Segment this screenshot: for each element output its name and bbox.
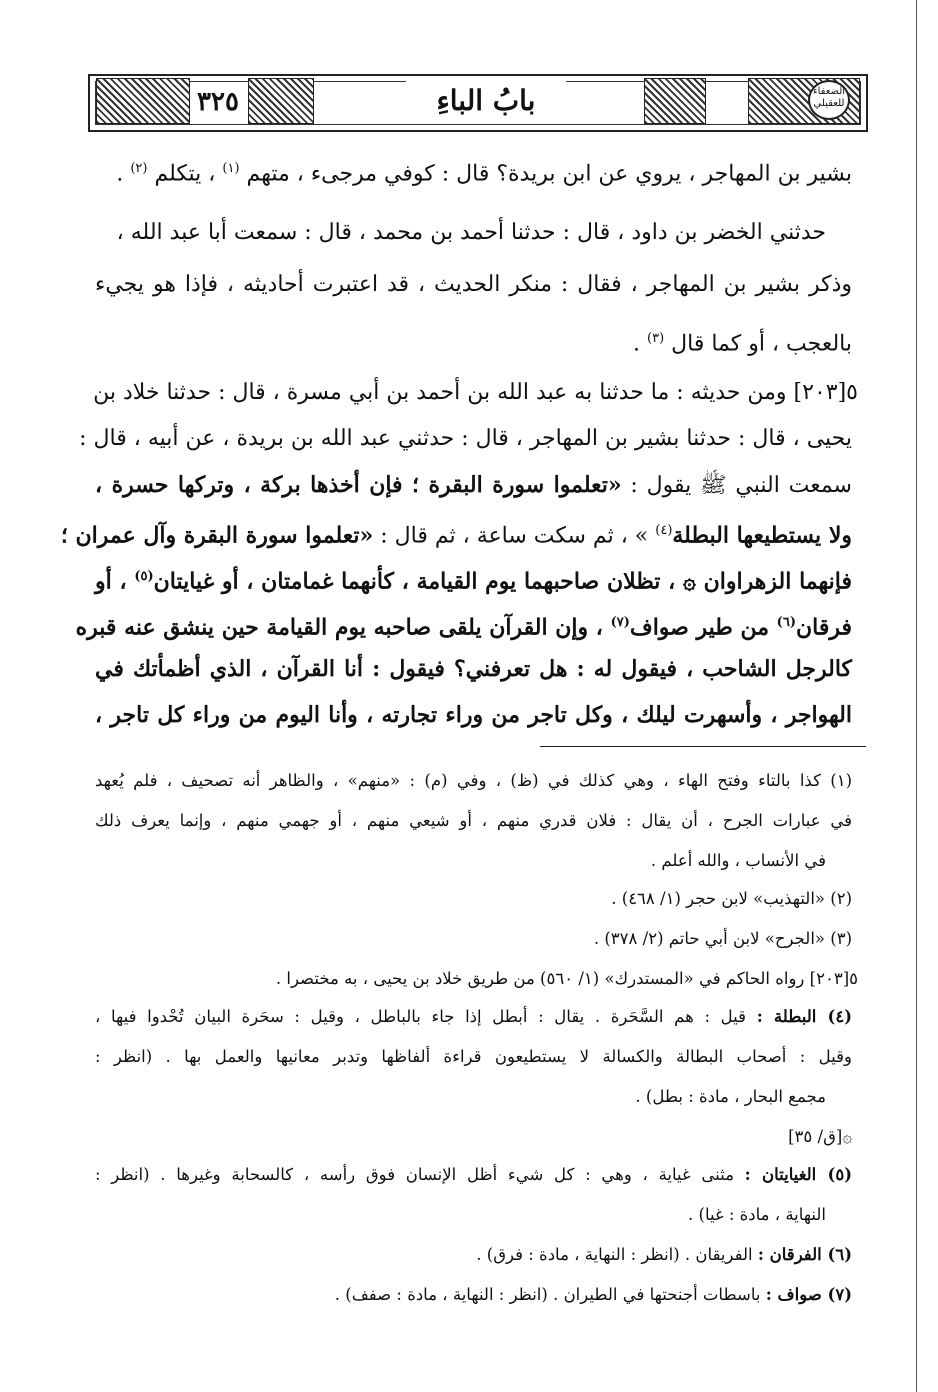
text-line-9 — [95, 560, 852, 598]
chapter-title: بابُ الباءِ — [406, 80, 566, 122]
text-line-6: يحيى ، قال : حدثنا بشير بن المهاجر ، قال : حدثني عبد الله بن بريدة ، عن أبيه ، قال : — [79, 426, 852, 451]
footnote-6-term: (٦) الفرقان : — [757, 1245, 852, 1264]
hadith-text-10-c: ، وإن القرآن يلقى صاحبه يوم القيامة حين ينشق عنه قبره — [75, 614, 603, 641]
hadith-text-8-c: «تعلموا سورة البقرة وآل عمران ؛ — [60, 522, 374, 549]
footnote-4-line-1 — [95, 1004, 852, 1030]
text-line-11: كالرجل الشاحب ، فيقول له : هل تعرفني؟ فيقول : أنا القرآن ، الذي أظمأتك في — [95, 656, 852, 682]
text-line-7-a: سمعت النبي ﷺ يقول : — [630, 473, 852, 498]
hadith-text-10-b: من طير صواف — [629, 614, 769, 641]
footnote-203: ٥[٢٠٣] رواه الحاكم في «المستدرك» (١/ ٥٦٠) من طريق خلاد بن يحيى ، به مختصرا . — [275, 969, 858, 988]
footnote-7-term: (٧) صواف : — [765, 1285, 852, 1304]
ornament-left-outer — [96, 78, 190, 124]
footnote-marker-3: (٣) — [647, 331, 665, 346]
hadith-text-7: «تعلموا سورة البقرة ؛ فإن أخذها بركة ، وتركها حسرة ، — [95, 472, 622, 498]
footnote-4-line-3: مجمع البحار ، مادة : بطل) . — [635, 1087, 826, 1106]
text-line-8-b: » ، ثم سكت ساعة ، ثم قال : — [380, 523, 649, 549]
footnote-6 — [476, 1242, 852, 1268]
footnote-4-text-1: قيل : هم السَّحَرة . يقال : أبطل إذا جاء بالباطل ، وقيل : سحَرة البيان تُحْدوا فيها ، — [95, 1007, 747, 1026]
text-line-1-b: ، يتكلم — [154, 161, 216, 187]
footnote-3: (٣) «الجرح» لابن أبي حاتم (٢/ ٣٧٨) . — [593, 929, 852, 948]
footnote-separator — [540, 746, 866, 747]
footnote-1-line-2: في عبارات الجرح ، أن يقال : فلان قدري منهم ، أو شيعي منهم ، أو جهمي منهم ، وإنما يعرف ذلك — [95, 811, 852, 830]
text-line-3: وذكر بشير بن المهاجر ، فقال : منكر الحديث ، قد اعتبرت أحاديثه ، فإذا هو يجيء — [95, 272, 852, 297]
page-edge-line — [916, 0, 917, 1392]
text-line-1-c: . — [116, 161, 124, 187]
footnote-marker-6: (٦) — [776, 615, 796, 630]
footnote-marker-4: (٤) — [655, 523, 673, 538]
text-line-2: حدثني الخضر بن داود ، قال : حدثنا أحمد بن محمد ، قال : سمعت أبا عبد الله ، — [116, 220, 826, 245]
hadith-text-8-a: ولا يستطيعها البطلة — [672, 522, 852, 549]
page-header — [88, 74, 866, 130]
text-line-8 — [60, 514, 852, 553]
ornament-left-inner — [248, 78, 314, 124]
hadith-text-9-a: فإنهما الزهراوان ۞ ، تظلان صاحبهما يوم القيامة ، كأنهما غمامتان ، أو غيايتان — [153, 568, 852, 595]
folio-marker: ۞[ق/ ٣٥] — [788, 1127, 852, 1146]
hadith-text-10-a: فرقان — [795, 614, 852, 641]
footnote-marker-7: (٧) — [610, 615, 630, 630]
footnote-1-line-3: في الأنساب ، والله أعلم . — [650, 851, 826, 870]
book-emblem: الضعفاء للعقيلي — [808, 80, 850, 120]
text-line-4 — [633, 322, 852, 361]
footnote-7 — [335, 1282, 852, 1308]
footnote-2: (٢) «التهذيب» لابن حجر (١/ ٤٦٨) . — [611, 889, 852, 908]
footnote-4-line-2: وقيل : أصحاب البطالة والكسالة لا يستطيعون قراءة ألفاظها وتدبر معانيها والعمل بها . (انظر : — [95, 1047, 852, 1066]
footnote-marker-1: (١) — [222, 161, 240, 176]
ornament-right-inner — [644, 78, 706, 124]
text-line-10 — [75, 606, 852, 644]
footnote-5-text-1: مثنى غياية ، وهي : كل شيء أظل الإنسان فوق رأسه ، كالسحابة وغيرها . (انظر : — [95, 1165, 734, 1184]
text-line-12: الهواجر ، وأسهرت ليلك ، وكل تاجر من وراء تجارته ، وأنا اليوم من وراء كل تاجر ، — [95, 702, 852, 728]
text-line-4-b: . — [633, 331, 640, 357]
text-line-7 — [95, 468, 852, 503]
hadith-text-9-b: ، أو — [95, 568, 127, 595]
footnote-5-line-1 — [95, 1162, 852, 1188]
footnote-marker-5: (٥) — [134, 569, 154, 584]
text-line-5: ٥[٢٠٣] ومن حديثه : ما حدثنا به عبد الله بن أحمد بن أبي مسرة ، قال : حدثنا خلاد بن — [93, 380, 858, 405]
page-number: ٣٢٥ — [190, 84, 246, 120]
footnote-marker-2: (٢) — [130, 161, 148, 176]
text-line-1-a: بشير بن المهاجر ، يروي عن ابن بريدة؟ قال : كوفي مرجىء ، متهم — [246, 161, 852, 187]
footnote-1-line-1: (١) كذا بالتاء وفتح الهاء ، وهي كذلك في (ظ) ، وفي (م) : «منهم» ، والظاهر أنه تصحيف ، فلم يُعهد — [95, 771, 852, 790]
text-line-1 — [116, 152, 852, 191]
footnote-5-line-2: النهاية ، مادة : غيا) . — [688, 1205, 826, 1224]
footnote-7-text: باسطات أجنحتها في الطيران . (انظر : النهاية ، مادة : صفف) . — [334, 1285, 761, 1304]
footnote-4-term: (٤) البطلة : — [756, 1007, 852, 1026]
text-line-4-a: بالعجب ، أو كما قال — [671, 331, 852, 357]
footnote-6-text: الفريقان . (انظر : النهاية ، مادة : فرق) . — [476, 1245, 753, 1264]
footnote-5-term: (٥) الغيايتان : — [744, 1165, 852, 1184]
